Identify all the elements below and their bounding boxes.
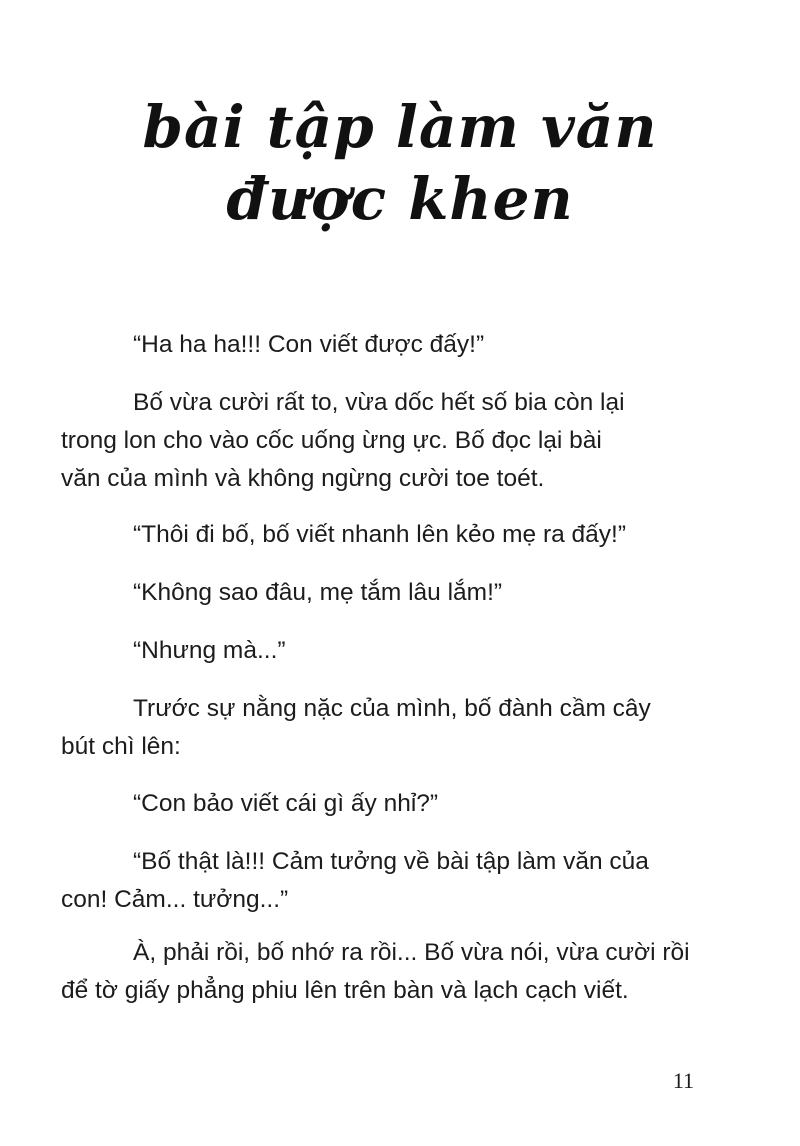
paragraph bbox=[97, 516, 707, 554]
text-line: văn của mình và không ngừng cười toe toét. bbox=[61, 465, 545, 492]
paragraph bbox=[97, 785, 707, 823]
text-line: À, phải rồi, bố nhớ ra rồi... Bố vừa nói, vừa cười rồi bbox=[133, 939, 690, 966]
text-line: Bố vừa cười rất to, vừa dốc hết số bia còn lại bbox=[133, 389, 625, 416]
chapter-title-line-1: bài tập làm văn bbox=[142, 93, 658, 161]
text-line: bút chì lên: bbox=[61, 733, 181, 760]
chapter-title-line-2: được khen bbox=[226, 165, 574, 233]
text-line: “Ha ha ha!!! Con viết được đấy!” bbox=[133, 331, 485, 358]
text-line: “Nhưng mà...” bbox=[133, 637, 286, 664]
text-line: “Con bảo viết cái gì ấy nhỉ?” bbox=[133, 790, 439, 817]
paragraph bbox=[97, 632, 707, 670]
text-line: trong lon cho vào cốc uống ừng ực. Bố đọc lại bài bbox=[61, 427, 602, 454]
paragraph bbox=[61, 690, 707, 766]
page-number: 11 bbox=[672, 1068, 694, 1093]
text-line: con! Cảm... tưởng...” bbox=[61, 886, 289, 913]
text-line: “Thôi đi bố, bố viết nhanh lên kẻo mẹ ra đấy!” bbox=[133, 521, 627, 548]
text-line: “Không sao đâu, mẹ tắm lâu lắm!” bbox=[133, 579, 503, 606]
paragraph bbox=[61, 384, 707, 498]
paragraph bbox=[61, 843, 707, 919]
text-line: để tờ giấy phẳng phiu lên trên bàn và lạch cạch viết. bbox=[61, 977, 629, 1004]
text-line: Trước sự nằng nặc của mình, bố đành cầm cây bbox=[133, 695, 651, 722]
paragraph bbox=[97, 574, 707, 612]
paragraph bbox=[97, 326, 707, 364]
text-line: “Bố thật là!!! Cảm tưởng về bài tập làm văn của bbox=[133, 848, 649, 875]
paragraph bbox=[61, 934, 707, 1010]
